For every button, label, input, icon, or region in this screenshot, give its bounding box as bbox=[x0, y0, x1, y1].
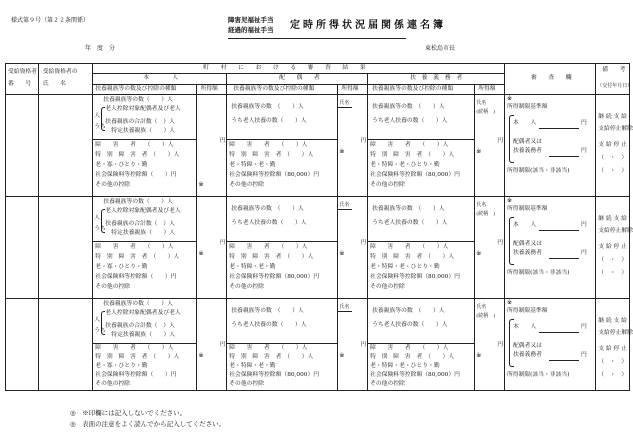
self-deductions[interactable]: 障 害 者 （ ）人 特 別 障 害 者 （ ）人 老・寡・ひとり・勤 社会保険料等控除額（ ）円 その他の控除 bbox=[93, 242, 197, 299]
supporter-deductions[interactable]: 障 害 者 （ ）人 特 別 障 害 者 （ ）人 老・特障・老・ひとり・勤 社会保険料等控除額（80,000）円 その他の控除 bbox=[368, 344, 475, 391]
city-label: 東松島市長 bbox=[425, 45, 456, 52]
spouse-deductions[interactable]: 障 害 者 （ ）人 特 別 障 害 者 （ ）人 老・特障・老・勤 社会保険料等控除額（80,000）円 その他の控除 bbox=[227, 242, 338, 299]
review-cell[interactable]: ※ 所得制限基準額 本 人 円 配偶者又は 扶養義務者 円 所得制限(該当・非該当) bbox=[504, 95, 595, 197]
review-cell[interactable]: ※ 所得制限基準額 本 人 円 配偶者又は 扶養義務者 円 所得制限(該当・非該当) bbox=[504, 197, 595, 299]
qualifier-no-cell[interactable] bbox=[6, 95, 39, 197]
spouse-dependents[interactable]: 扶養親族等の数 （ ）人 うち老人扶養の数（ ）人 bbox=[227, 197, 338, 242]
supporter-income[interactable]: 氏名 (続柄 ) 円 ※ bbox=[475, 299, 505, 391]
spouse-deductions[interactable]: 障 害 者 （ ）人 特 別 障 害 者 （ ）人 老・特障・老・勤 社会保険料等控除額（80,000）円 その他の控除 bbox=[227, 140, 338, 197]
supporter-deductions[interactable]: 障 害 者 （ ）人 特 別 障 害 者 （ ）人 老・特障・老・ひとり・勤 社会保険料等控除額（80,000）円 その他の控除 bbox=[368, 140, 475, 197]
self-deductions[interactable]: 障 害 者 （ ）人 特 別 障 害 者 （ ）人 老・寡・ひとり・勤 社会保険料等控除額（ ）円 その他の控除 bbox=[93, 140, 197, 197]
col-spouse: 配 偶 者 bbox=[227, 74, 368, 84]
col-supporter: 扶 養 義 務 者 bbox=[368, 74, 505, 84]
remarks-cell[interactable]: 継 続 支 給 支給停止解除 支 給 停 止 （ ・ ） （ ・ ） bbox=[596, 95, 630, 197]
col-review: 審 査 欄 bbox=[504, 64, 595, 95]
qualifier-name-cell[interactable] bbox=[38, 299, 93, 391]
self-income[interactable]: 円 ※ bbox=[197, 95, 227, 197]
record-row-3 bbox=[6, 299, 630, 344]
supporter-deductions[interactable]: 障 害 者 （ ）人 特 別 障 害 者 （ ）人 老・特障・老・ひとり・勤 社会保険料等控除額（80,000）円 その他の控除 bbox=[368, 242, 475, 299]
self-income[interactable]: 円 ※ bbox=[197, 197, 227, 299]
qualifier-no-cell[interactable] bbox=[6, 197, 39, 299]
qualifier-no-cell[interactable] bbox=[6, 299, 39, 391]
self-dependents[interactable]: 扶養親族等の数（ ）人 老人控除対象配偶者及び老人 人 扶養親族の合計数（ ）人 うち 特定扶養親族（ ）人 bbox=[93, 95, 197, 140]
qualifier-name-cell[interactable] bbox=[38, 95, 93, 197]
col-qualifier-name: 受給資格者の 氏 名 bbox=[38, 64, 93, 95]
register-table: 受給資格者 番 号 受給資格者の 氏 名 町 村 に お け る 審 査 結 果 審 査 欄 備 考 （交付年月日） 本 人 配 偶 者 扶 養 義 務 者 扶養親族等の数及び控除の種類 所得額 扶養親族等の数及び控除の種類 所得額 扶養親族等の数及び控除の種類 所得額 扶養親族等の数（ ）人 老人控除対象配偶者及び老人 人 扶養親族の合計数（ ）人 うち 特定扶養親族（ ）人 円 ※ 扶養親族等の数 （ ）人 うち老人扶養の数（ ）人 氏名 円 ※ 扶養親族等の数 （ ）人 うち老人扶養の数（ ）人 氏名 (続柄 ) 円 ※ ※ 所得制限基準額 本 人 円 配偶者又は 扶養義務者 円 所得制限(該当・非該当) 継 続 支 給 支給停止解除 支 給 停 止 （ ・ ） （ ・ ） 障 害 者 （ ）人 特 別 障 害 者 （ ）人 老・寡・ひとり・勤 社会保険料等控除額（ ）円 その他の控除 障 害 者 （ ）人 特 別 障 害 者 （ ）人 老・特障・老・勤 社会保険料等控除額（80,000）円 その他の控除 障 害 者 （ ）人 特 別 障 害 者 （ ）人 老・特障・老・ひとり・勤 社会保険料等控除額（80,000）円 その他の控除 扶養親族等の数（ ）人 老人控除対象配偶者及び老人 人 扶養親族の合計数（ ）人 うち 特定扶養親族（ ）人 円 ※ 扶養親族等の数 （ ）人 うち老人扶養の数（ ）人 氏名 円 ※ 扶養親族等の数 （ ）人 うち老人扶養の数（ ）人 氏名 (続柄 ) 円 ※ ※ 所得制限基準額 本 人 円 配偶者又は 扶養義務者 円 所得制限(該当・非該当) 継 続 支 給 支給停止解除 支 給 停 止 （ ・ ） （ ・ ） 障 害 者 （ ）人 特 別 障 害 者 （ ）人 老・寡・ひとり・勤 社会保険料等控除額（ ）円 その他の控除 障 害 者 （ ）人 特 別 障 害 者 （ ）人 老・特障・老・勤 社会保険料等控除額（80,000）円 その他の控除 障 害 者 （ ）人 特 別 障 害 者 （ ）人 老・特障・老・ひとり・勤 社会保険料等控除額（80,000）円 その他の控除 扶養親族等の数（ ）人 老人控除対象配偶者及び老人 人 扶養親族の合計数（ ）人 うち 特定扶養親族（ ）人 円 ※ 扶養親族等の数 （ ）人 うち老人扶養の数（ ）人 氏名 円 ※ 扶養親族等の数 （ ）人 うち老人扶養の数（ ）人 氏名 (続柄 ) 円 ※ ※ 所得制限基準額 本 人 円 配偶者又は 扶養義務者 円 所得制限(該当・非該当) 継 続 支 給 支給停止解除 支 給 停 止 （ ・ ） （ ・ ） 障 害 者 （ ）人 特 別 障 害 者 （ ）人 老・寡・ひとり・勤 社会保険料等控除額（ ）円 その他の控除 障 害 者 （ ）人 特 別 障 害 者 （ ）人 老・特障・老・勤 社会保険料等控除額（80,000）円 その他の控除 障 害 者 （ ）人 特 別 障 害 者 （ ）人 老・特障・老・ひとり・勤 社会保険料等控除額（80,000）円 その他の控除 bbox=[5, 63, 630, 391]
remarks-cell[interactable]: 継 続 支 給 支給停止解除 支 給 停 止 （ ・ ） （ ・ ） bbox=[596, 197, 630, 299]
self-dependents[interactable]: 扶養親族等の数（ ）人 老人控除対象配偶者及び老人 人 扶養親族の合計数（ ）人 うち 特定扶養親族（ ）人 bbox=[93, 197, 197, 242]
spouse-dependents[interactable]: 扶養親族等の数 （ ）人 うち老人扶養の数（ ）人 bbox=[227, 95, 338, 140]
review-cell[interactable]: ※ 所得制限基準額 本 人 円 配偶者又は 扶養義務者 円 所得制限(該当・非該当) bbox=[504, 299, 595, 391]
allowance-label-1: 障害児福祉手当 bbox=[228, 16, 274, 24]
record-row-2 bbox=[6, 197, 630, 242]
spouse-income[interactable]: 氏名 円 ※ bbox=[338, 299, 368, 391]
self-deductions[interactable]: 障 害 者 （ ）人 特 別 障 害 者 （ ）人 老・寡・ひとり・勤 社会保険料等控除額（ ）円 その他の控除 bbox=[93, 344, 197, 391]
self-income[interactable]: 円 ※ bbox=[197, 299, 227, 391]
spouse-dependents[interactable]: 扶養親族等の数 （ ）人 うち老人扶養の数（ ）人 bbox=[227, 299, 338, 344]
record-row-1 bbox=[6, 95, 630, 140]
col-qualifier-no: 受給資格者 番 号 bbox=[6, 64, 39, 95]
page-title: 定時所得状況届関係連名簿 bbox=[290, 20, 446, 31]
supporter-dependents[interactable]: 扶養親族等の数 （ ）人 うち老人扶養の数（ ）人 bbox=[368, 197, 475, 242]
title-underline bbox=[228, 38, 406, 39]
supporter-dependents[interactable]: 扶養親族等の数 （ ）人 うち老人扶養の数（ ）人 bbox=[368, 299, 475, 344]
form-number: 様式第９号（第２２条関係） bbox=[11, 17, 90, 24]
allowance-label-2: 経過的福祉手当 bbox=[228, 26, 274, 34]
supporter-income[interactable]: 氏名 (続柄 ) 円 ※ bbox=[475, 197, 505, 299]
spouse-income[interactable]: 氏名 円 ※ bbox=[338, 197, 368, 299]
remarks-cell[interactable]: 継 続 支 給 支給停止解除 支 給 停 止 （ ・ ） （ ・ ） bbox=[596, 299, 630, 391]
qualifier-name-cell[interactable] bbox=[38, 197, 93, 299]
col-remarks: 備 考 （交付年月日） bbox=[596, 64, 630, 95]
col-survey-results: 町 村 に お け る 審 査 結 果 bbox=[93, 64, 505, 74]
spouse-income[interactable]: 氏名 円 ※ bbox=[338, 95, 368, 197]
self-dependents[interactable]: 扶養親族等の数（ ）人 老人控除対象配偶者及び老人 人 扶養親族の合計数（ ）人 うち 特定扶養親族（ ）人 bbox=[93, 299, 197, 344]
footer-note-1: ◎ ※印欄には記入しないでください。 bbox=[70, 409, 187, 417]
supporter-income[interactable]: 氏名 (続柄 ) 円 ※ bbox=[475, 95, 505, 197]
col-self: 本 人 bbox=[93, 74, 227, 84]
year-label: 年 度 分 bbox=[85, 45, 116, 52]
footer-note-2: ◎ 表面の注意をよく読んでから記入してください。 bbox=[70, 420, 226, 428]
spouse-deductions[interactable]: 障 害 者 （ ）人 特 別 障 害 者 （ ）人 老・特障・老・勤 社会保険料等控除額（80,000）円 その他の控除 bbox=[227, 344, 338, 391]
supporter-dependents[interactable]: 扶養親族等の数 （ ）人 うち老人扶養の数（ ）人 bbox=[368, 95, 475, 140]
